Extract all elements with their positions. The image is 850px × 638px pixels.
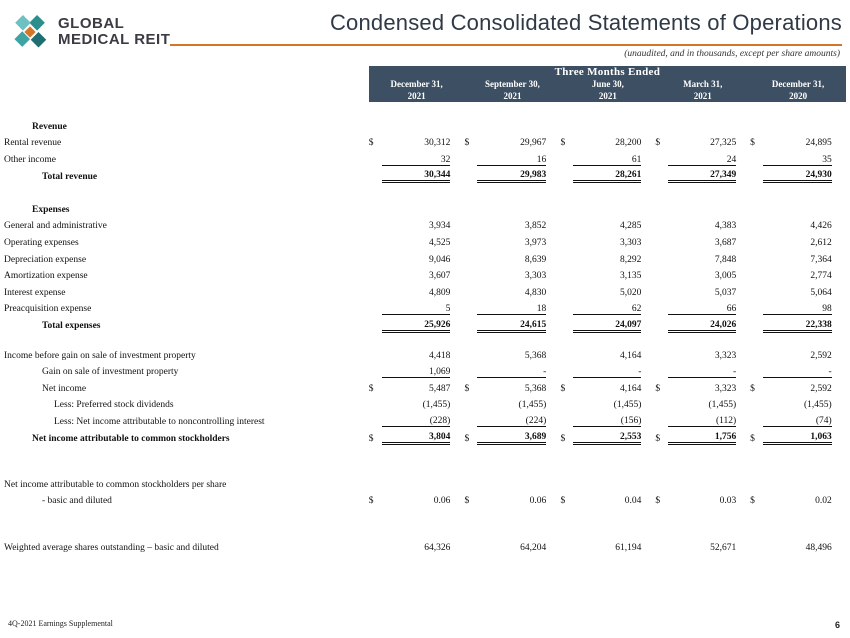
column-header-2-line1: June 30,	[591, 79, 624, 89]
table-row	[4, 394, 846, 411]
cell-wavg-c0: 64,326	[424, 542, 451, 553]
cell-total-expenses-c1: 24,615	[477, 314, 546, 331]
cell-interest-c0: 4,809	[428, 287, 451, 298]
empty-cells	[369, 198, 846, 215]
table-row	[4, 473, 846, 490]
column-header-3	[655, 78, 750, 102]
currency-symbol: $	[464, 496, 470, 507]
currency-symbol: $	[750, 433, 755, 444]
table-row	[4, 215, 846, 232]
cell-other-income-c2: 61	[573, 148, 641, 165]
row-label-income-before-gain: Income before gain on sale of investment property	[4, 350, 196, 361]
cell-pref-div-c2: (1,455)	[613, 400, 642, 411]
cell-nci-c0: (228)	[382, 410, 451, 427]
currency-symbol: $	[560, 138, 566, 149]
spacer-row	[4, 506, 846, 523]
currency-symbol: $	[655, 383, 661, 394]
cell-depr-c1: 8,639	[524, 254, 547, 265]
currency-symbol: $	[560, 383, 566, 394]
cell-income-before-gain-c0: 4,418	[428, 350, 451, 361]
page-number: 6	[834, 620, 840, 630]
cell-total-revenue-c1: 29,983	[477, 165, 546, 182]
section-title-expenses-row	[4, 198, 846, 215]
table-row	[4, 148, 846, 165]
cell-income-before-gain-c3: 3,323	[714, 350, 737, 361]
table-row	[4, 314, 846, 331]
cell-nci-c2: (156)	[573, 410, 641, 427]
table-row	[4, 377, 846, 394]
spacer-row	[4, 523, 846, 536]
currency-symbol: $	[368, 496, 374, 507]
cell-total-expenses-c3: 24,026	[668, 314, 736, 331]
cell-depr-c0: 9,046	[428, 254, 451, 265]
column-header-1-line2: 2021	[503, 91, 522, 102]
cell-gna-c0: 3,934	[428, 221, 451, 232]
cell-wavg-c2: 61,194	[615, 542, 642, 553]
currency-symbol: $	[750, 496, 755, 507]
cell-interest-c2: 5,020	[619, 287, 642, 298]
cell-interest-c3: 5,037	[714, 287, 737, 298]
table-row	[4, 427, 846, 444]
cell-rental-revenue-c4: 24,895	[805, 138, 832, 149]
section-title-revenue: Revenue	[32, 121, 67, 132]
cell-total-revenue-c4: 24,930	[763, 165, 832, 182]
page-header	[0, 0, 850, 60]
cell-ni-common-c4: 1,063	[763, 427, 832, 444]
currency-symbol: $	[560, 496, 566, 507]
cell-other-income-c1: 16	[477, 148, 546, 165]
cell-eps-c3: 0.03	[719, 496, 737, 507]
header-divider	[170, 44, 842, 46]
cell-gna-c2: 4,285	[619, 221, 642, 232]
row-label-gain-on-sale: Gain on sale of investment property	[42, 367, 179, 378]
table-row	[4, 344, 846, 361]
cell-preacq-c2: 62	[573, 298, 641, 315]
cell-income-before-gain-c2: 4,164	[619, 350, 642, 361]
cell-gain-sale-c3: -	[668, 361, 736, 378]
cell-rental-revenue-c0: 30,312	[424, 138, 451, 149]
statements-sheet	[0, 66, 850, 553]
table-row	[4, 410, 846, 427]
section-title-expenses: Expenses	[32, 204, 70, 215]
table-column-header-row	[4, 78, 846, 102]
cell-gain-sale-c4: -	[763, 361, 832, 378]
empty-cells	[369, 115, 846, 132]
row-label-eps-header: Net income attributable to common stockholders per share	[4, 479, 227, 490]
footer-left-text: 4Q-2021 Earnings Supplemental	[8, 619, 113, 628]
cell-pref-div-c4: (1,455)	[804, 400, 832, 411]
cell-other-income-c4: 35	[763, 148, 832, 165]
cell-pref-div-c0: (1,455)	[422, 400, 451, 411]
currency-symbol: $	[368, 138, 374, 149]
row-label-preferred-dividends: Less: Preferred stock dividends	[54, 400, 174, 411]
cell-ni-common-c3: 1,756	[668, 427, 736, 444]
cell-ni-common-c1: 3,689	[477, 427, 546, 444]
cell-eps-c4: 0.02	[815, 496, 832, 507]
brand-line-1: GLOBAL	[58, 15, 125, 33]
currency-symbol: $	[368, 433, 374, 444]
diamond-cluster-logo-icon	[10, 12, 50, 52]
cell-rental-revenue-c3: 27,325	[710, 138, 737, 149]
column-header-3-line2: 2021	[693, 91, 712, 102]
currency-symbol: $	[655, 496, 661, 507]
section-title-revenue-row	[4, 115, 846, 132]
cell-opex-c2: 3,303	[619, 238, 642, 249]
row-label-noncontrolling-interest: Less: Net income attributable to noncontrolling interest	[54, 416, 265, 427]
currency-symbol: $	[655, 138, 661, 149]
cell-ni-common-c0: 3,804	[382, 427, 451, 444]
cell-gna-c3: 4,383	[714, 221, 737, 232]
cell-total-revenue-c3: 27,349	[668, 165, 736, 182]
cell-preacq-c1: 18	[477, 298, 546, 315]
row-label-interest-expense: Interest expense	[4, 287, 66, 298]
column-header-4-line1: December 31,	[771, 79, 825, 89]
table-row	[4, 248, 846, 265]
cell-nci-c4: (74)	[763, 410, 832, 427]
cell-amort-c2: 3,135	[619, 271, 642, 282]
cell-depr-c4: 7,364	[810, 254, 832, 265]
cell-eps-c0: 0.06	[433, 496, 451, 507]
row-label-weighted-average-shares: Weighted average shares outstanding – basic and diluted	[4, 542, 219, 553]
cell-total-expenses-c4: 22,338	[763, 314, 832, 331]
currency-symbol: $	[750, 383, 755, 394]
cell-income-before-gain-c1: 5,368	[524, 350, 547, 361]
currency-symbol: $	[560, 433, 566, 444]
row-label-rental-revenue: Rental revenue	[4, 138, 62, 149]
cell-amort-c1: 3,303	[524, 271, 547, 282]
cell-total-revenue-c2: 28,261	[573, 165, 641, 182]
column-header-1-line1: September 30,	[485, 79, 540, 89]
cell-eps-c1: 0.06	[529, 496, 547, 507]
cell-nci-c3: (112)	[668, 410, 736, 427]
cell-eps-c2: 0.04	[624, 496, 642, 507]
currency-symbol: $	[464, 383, 470, 394]
column-header-1	[464, 78, 560, 102]
cell-gain-sale-c1: -	[477, 361, 546, 378]
cell-gain-sale-c2: -	[573, 361, 641, 378]
column-header-spacer	[4, 78, 369, 102]
currency-symbol: $	[655, 433, 661, 444]
currency-symbol: $	[750, 138, 755, 149]
row-label-general-administrative: General and administrative	[4, 221, 107, 232]
cell-opex-c1: 3,973	[524, 238, 547, 249]
table-row	[4, 132, 846, 149]
cell-amort-c4: 2,774	[810, 271, 832, 282]
cell-interest-c4: 5,064	[810, 287, 832, 298]
spacer-row	[4, 444, 846, 461]
cell-income-before-gain-c4: 2,592	[810, 350, 832, 361]
cell-depr-c3: 7,848	[714, 254, 737, 265]
header-note: (unaudited, and in thousands, except per share amounts)	[624, 49, 840, 59]
cell-net-income-c2: 4,164	[619, 383, 642, 394]
cell-opex-c3: 3,687	[714, 238, 737, 249]
brand-wordmark	[58, 16, 170, 48]
cell-preacq-c3: 66	[668, 298, 736, 315]
cell-gain-sale-c0: 1,069	[382, 361, 451, 378]
table-row	[4, 165, 846, 182]
column-header-0-line2: 2021	[407, 91, 426, 102]
row-label-net-income: Net income	[42, 383, 87, 394]
cell-nci-c1: (224)	[477, 410, 546, 427]
cell-other-income-c0: 32	[382, 148, 451, 165]
cell-gna-c1: 3,852	[524, 221, 547, 232]
cell-pref-div-c1: (1,455)	[518, 400, 547, 411]
spacer-row	[4, 331, 846, 344]
table-group-header-row	[4, 66, 846, 78]
page-title: Condensed Consolidated Statements of Operations	[329, 10, 842, 35]
column-header-3-line1: March 31,	[683, 79, 723, 89]
currency-symbol: $	[368, 383, 374, 394]
cell-wavg-c1: 64,204	[520, 542, 547, 553]
cell-opex-c4: 2,612	[810, 238, 832, 249]
cell-gna-c4: 4,426	[810, 221, 832, 232]
cell-opex-c0: 4,525	[428, 238, 451, 249]
cell-wavg-c4: 48,496	[805, 542, 832, 553]
brand-logo	[10, 12, 170, 52]
table-row	[4, 265, 846, 282]
cell-rental-revenue-c2: 28,200	[615, 138, 642, 149]
table-row	[4, 298, 846, 315]
spacer-row	[4, 182, 846, 199]
group-header-label: Three Months Ended	[369, 66, 846, 78]
cell-wavg-c3: 52,671	[710, 542, 737, 553]
column-header-0	[369, 78, 465, 102]
row-label-other-income: Other income	[4, 155, 56, 166]
cell-amort-c0: 3,607	[428, 271, 451, 282]
cell-total-revenue-c0: 30,344	[382, 165, 451, 182]
brand-line-2: MEDICAL REIT	[58, 31, 171, 48]
cell-amort-c3: 3,005	[714, 271, 737, 282]
spacer-row	[4, 102, 846, 115]
cell-depr-c2: 8,292	[619, 254, 642, 265]
cell-net-income-c0: 5,487	[428, 383, 451, 394]
cell-preacq-c0: 5	[382, 298, 451, 315]
row-label-depreciation-expense: Depreciation expense	[4, 254, 87, 265]
cell-net-income-c4: 2,592	[810, 383, 832, 394]
cell-ni-common-c2: 2,553	[573, 427, 641, 444]
table-row	[4, 536, 846, 553]
row-label-total-revenue: Total revenue	[42, 171, 98, 182]
empty-cells	[369, 473, 846, 490]
cell-net-income-c1: 5,368	[524, 383, 547, 394]
table-row	[4, 231, 846, 248]
row-label-total-expenses: Total expenses	[42, 321, 101, 331]
cell-total-expenses-c0: 25,926	[382, 314, 451, 331]
cell-rental-revenue-c1: 29,967	[520, 138, 547, 149]
column-header-2-line2: 2021	[598, 91, 617, 102]
cell-pref-div-c3: (1,455)	[708, 400, 737, 411]
cell-interest-c1: 4,830	[524, 287, 547, 298]
cell-preacq-c4: 98	[763, 298, 832, 315]
column-header-4	[750, 78, 846, 102]
row-label-operating-expenses: Operating expenses	[4, 238, 79, 249]
column-header-0-line1: December 31,	[390, 79, 443, 89]
column-header-4-line2: 2020	[789, 91, 808, 102]
row-label-preacquisition-expense: Preacquisition expense	[4, 304, 92, 315]
cell-total-expenses-c2: 24,097	[573, 314, 641, 331]
table-row	[4, 361, 846, 378]
cell-other-income-c3: 24	[668, 148, 736, 165]
row-label-eps-basic-diluted: - basic and diluted	[42, 496, 112, 507]
spacer-row	[4, 460, 846, 473]
currency-symbol: $	[464, 138, 470, 149]
currency-symbol: $	[464, 433, 470, 444]
cell-net-income-c3: 3,323	[714, 383, 737, 394]
row-label-amortization-expense: Amortization expense	[4, 271, 88, 282]
table-row	[4, 490, 846, 507]
column-header-2	[560, 78, 655, 102]
group-header-spacer	[4, 66, 369, 78]
row-label-net-income-common: Net income attributable to common stockholders	[32, 433, 230, 444]
table-row	[4, 281, 846, 298]
operations-table	[4, 66, 846, 553]
